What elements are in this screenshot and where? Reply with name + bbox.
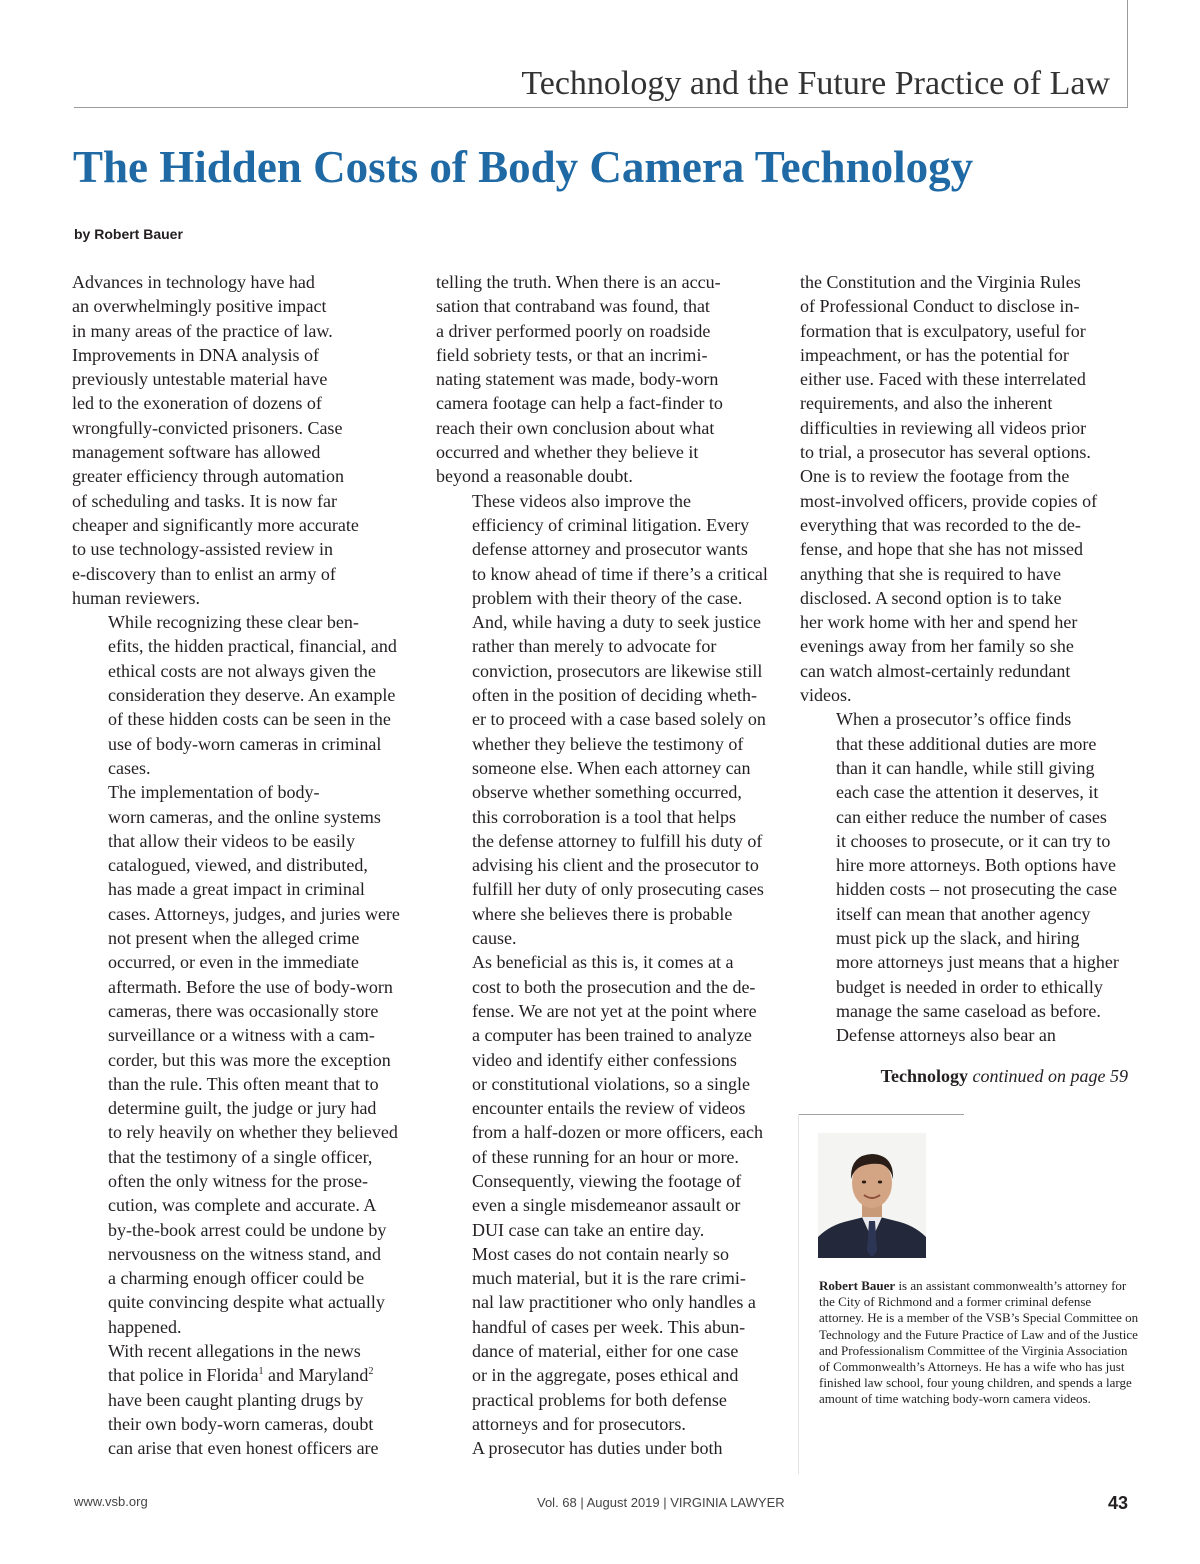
text-line: someone else. When each attorney can xyxy=(472,757,751,778)
text-line: consideration they deserve. An example xyxy=(108,685,396,706)
text-line: the Constitution and the Virginia Rules xyxy=(800,272,1081,292)
text-line: cases. Attorneys, judges, and juries were xyxy=(108,903,400,924)
text-line: defense attorney and prosecutor wants xyxy=(472,539,748,560)
paragraph xyxy=(436,489,772,951)
text-line: problem with their theory of the case. xyxy=(472,587,743,608)
text-line: more attorneys just means that a higher xyxy=(836,952,1119,973)
text-line: where she believes there is probable xyxy=(472,903,733,924)
text-line: conviction, prosecutors are likewise still xyxy=(472,660,763,681)
text-line: occurred, or even in the immediate xyxy=(108,952,359,973)
text-line: attorneys and for prosecutors. xyxy=(472,1413,686,1434)
article-column-2 xyxy=(436,270,772,1461)
text-line: led to the exoneration of dozens of xyxy=(72,393,322,414)
text-line: With recent allegations in the news xyxy=(108,1341,361,1362)
text-line: often in the position of deciding wheth- xyxy=(472,685,757,706)
text-line: occurred and whether they believe it xyxy=(436,442,699,463)
text-line: everything that was recorded to the de- xyxy=(800,514,1081,535)
text-line: that allow their videos to be easily xyxy=(108,830,355,851)
paragraph xyxy=(436,270,772,489)
text-line: difficulties in reviewing all videos prior xyxy=(800,417,1087,438)
text-line: determine guilt, the judge or jury had xyxy=(108,1098,377,1119)
paragraph xyxy=(436,950,772,1242)
text-line: their own body-worn cameras, doubt xyxy=(108,1413,374,1434)
text-line: than the rule. This often meant that to xyxy=(108,1073,379,1094)
paragraph xyxy=(436,1436,772,1460)
text-line: this corroboration is a tool that helps xyxy=(472,806,736,827)
text-line: corder, but this was more the exception xyxy=(108,1049,391,1070)
text-line: greater efficiency through automation xyxy=(72,466,345,487)
paragraph xyxy=(72,780,404,1339)
text-line: that these additional duties are more xyxy=(836,733,1097,754)
paragraph xyxy=(72,610,404,780)
text-line: of these hidden costs can be seen in the xyxy=(108,709,391,730)
text-line: ethical costs are not always given the xyxy=(108,660,376,681)
text-line: that the testimony of a single officer, xyxy=(108,1146,373,1167)
text-line: efficiency of criminal litigation. Every xyxy=(472,514,750,535)
text-line: to trial, a prosecutor has several options. xyxy=(800,442,1091,463)
text-line: videos. xyxy=(800,685,852,706)
text-line: telling the truth. When there is an accu- xyxy=(436,272,721,292)
text-line: e-discovery than to enlist an army of xyxy=(72,563,336,584)
text-line: whether they believe the testimony of xyxy=(472,733,744,754)
text-line: to know ahead of time if there’s a critical xyxy=(472,563,768,584)
header-vertical-rule xyxy=(1127,0,1128,108)
footer-issue: Vol. 68 | August 2019 | VIRGINIA LAWYER xyxy=(537,1495,785,1510)
bio-divider-vertical xyxy=(798,1114,799,1474)
text-line: wrongfully-convicted prisoners. Case xyxy=(72,417,343,438)
text-line: sation that contraband was found, that xyxy=(436,296,710,317)
text-line: Most cases do not contain nearly so xyxy=(472,1243,729,1264)
text-line: er to proceed with a case based solely on xyxy=(472,709,766,730)
text-line: by-the-book arrest could be undone by xyxy=(108,1219,387,1240)
text-line: to use technology-assisted review in xyxy=(72,539,333,560)
text-line: nating statement was made, body-worn xyxy=(436,369,719,390)
text-line: requirements, and also the inherent xyxy=(800,393,1053,414)
text-line: cution, was complete and accurate. A xyxy=(108,1195,377,1216)
bio-author-name: Robert Bauer xyxy=(819,1278,896,1293)
text-line: These videos also improve the xyxy=(472,490,691,511)
text-line: surveillance or a witness with a cam- xyxy=(108,1025,375,1046)
text-line: advising his client and the prosecutor to xyxy=(472,855,759,876)
byline: by Robert Bauer xyxy=(74,226,183,242)
text-line: cost to both the prosecution and the de- xyxy=(472,976,756,997)
text-line: camera footage can help a fact-finder to xyxy=(436,393,723,414)
article-column-1 xyxy=(72,270,404,1461)
text-line: beyond a reasonable doubt. xyxy=(436,466,633,487)
text-line: her work home with her and spend her xyxy=(800,612,1078,633)
text-line: dance of material, either for one case xyxy=(472,1341,739,1362)
text-line: handful of cases per week. This abun- xyxy=(472,1316,746,1337)
author-photo xyxy=(818,1133,926,1258)
text-line: cases. xyxy=(108,757,151,778)
text-line: a computer has been trained to analyze xyxy=(472,1025,752,1046)
text-line: Consequently, viewing the footage of xyxy=(472,1170,742,1191)
text-line: the defense attorney to fulfill his duty of xyxy=(472,830,763,851)
page-number: 43 xyxy=(1107,1493,1128,1513)
text-line: either use. Faced with these interrelated xyxy=(800,369,1086,390)
text-line: efits, the hidden practical, financial, and xyxy=(108,636,397,657)
bio-text: is an assistant commonwealth’s attorney for the City of Richmond and a former criminal defense attorney. He is a member of the VSB’s Special Committee on Technology and the Future Practice of Law and of the Justice and Professionalism Committee of the Virginia Association of Commonwealth’s Attorneys. He has a wife who has just finished law school, four young children, and spends a large amount of time watching body-worn camera videos. xyxy=(819,1278,1139,1407)
footer-website: www.vsb.org xyxy=(74,1494,148,1509)
text-line: fulfill her duty of only prosecuting cases xyxy=(472,879,764,900)
text-line: cameras, there was occasionally store xyxy=(108,1000,379,1021)
text-line: human reviewers. xyxy=(72,587,200,608)
text-line: can either reduce the number of cases xyxy=(836,806,1107,827)
text-line: Defense attorneys also bear an xyxy=(836,1025,1056,1046)
paragraph xyxy=(800,270,1140,707)
text-line: to rely heavily on whether they believed xyxy=(108,1122,398,1143)
text-line: from a half-dozen or more officers, each xyxy=(472,1122,764,1143)
article-title: The Hidden Costs of Body Camera Technology xyxy=(73,142,974,192)
paragraph xyxy=(72,270,404,610)
text-line: When a prosecutor’s office finds xyxy=(836,709,1072,730)
text-line: fense, and hope that she has not missed xyxy=(800,539,1083,560)
text-line: aftermath. Before the use of body-worn xyxy=(108,976,393,997)
text-line: previously untestable material have xyxy=(72,369,328,390)
text-line: formation that is exculpatory, useful for xyxy=(800,320,1086,341)
text-line: fense. We are not yet at the point where xyxy=(472,1000,757,1021)
text-line: often the only witness for the prose- xyxy=(108,1170,368,1191)
text-line: worn cameras, and the online systems xyxy=(108,806,381,827)
text-line: has made a great impact in criminal xyxy=(108,879,365,900)
paragraph xyxy=(800,1023,1140,1047)
text-line: even a single misdemeanor assault or xyxy=(472,1195,741,1216)
text-line: encounter entails the review of videos xyxy=(472,1098,746,1119)
section-title: Technology and the Future Practice of Law xyxy=(521,65,1110,102)
text-line: of these running for an hour or more. xyxy=(472,1146,739,1167)
text-line: One is to review the footage from the xyxy=(800,466,1070,487)
bio-divider xyxy=(798,1114,964,1115)
text-line: that police in Florida$^1$ and Maryland$^2$ xyxy=(108,1365,374,1386)
text-line: video and identify either confessions xyxy=(472,1049,737,1070)
text-line: observe whether something occurred, xyxy=(472,782,742,803)
text-line: While recognizing these clear ben- xyxy=(108,612,359,633)
text-line: rather than merely to advocate for xyxy=(472,636,717,657)
text-line: than it can handle, while still giving xyxy=(836,757,1095,778)
text-line: can watch almost-certainly redundant xyxy=(800,660,1071,681)
text-line: can arise that even honest officers are xyxy=(108,1438,379,1459)
header-horizontal-rule xyxy=(74,107,1128,108)
text-line: disclosed. A second option is to take xyxy=(800,587,1062,608)
text-line: Improvements in DNA analysis of xyxy=(72,344,319,365)
text-line: practical problems for both defense xyxy=(472,1389,727,1410)
text-line: must pick up the slack, and hiring xyxy=(836,928,1080,949)
text-line: a charming enough officer could be xyxy=(108,1268,365,1289)
text-line: Advances in technology have had xyxy=(72,272,315,292)
text-line: much material, but it is the rare crimi- xyxy=(472,1268,746,1289)
text-line: anything that she is required to have xyxy=(800,563,1061,584)
text-line: cheaper and significantly more accurate xyxy=(72,514,359,535)
paragraph xyxy=(72,1339,404,1460)
continued-text: continued on page 59 xyxy=(972,1066,1128,1086)
text-line: catalogued, viewed, and distributed, xyxy=(108,855,368,876)
text-line: manage the same caseload as before. xyxy=(836,1000,1101,1021)
text-line: quite convincing despite what actually xyxy=(108,1292,385,1313)
text-line: not present when the alleged crime xyxy=(108,928,360,949)
text-line: field sobriety tests, or that an incrimi- xyxy=(436,344,708,365)
text-line: management software has allowed xyxy=(72,442,321,463)
author-portrait-image xyxy=(818,1133,926,1258)
text-line: in many areas of the practice of law. xyxy=(72,320,333,341)
author-bio xyxy=(819,1278,1139,1408)
text-line: nal law practitioner who only handles a xyxy=(472,1292,756,1313)
text-line: most-involved officers, provide copies of xyxy=(800,490,1098,511)
text-line: hire more attorneys. Both options have xyxy=(836,855,1116,876)
text-line: of scheduling and tasks. It is now far xyxy=(72,490,337,511)
text-line: or constitutional violations, so a single xyxy=(472,1073,750,1094)
text-line: evenings away from her family so she xyxy=(800,636,1074,657)
text-line: or in the aggregate, poses ethical and xyxy=(472,1365,739,1386)
text-line: As beneficial as this is, it comes at a xyxy=(472,952,734,973)
text-line: use of body-worn cameras in criminal xyxy=(108,733,382,754)
continued-keyword: Technology xyxy=(880,1066,969,1086)
continued-note xyxy=(881,1064,1128,1088)
text-line: itself can mean that another agency xyxy=(836,903,1091,924)
text-line: budget is needed in order to ethically xyxy=(836,976,1103,997)
text-line: each case the attention it deserves, it xyxy=(836,782,1099,803)
text-line: impeachment, or has the potential for xyxy=(800,344,1069,365)
text-line: of Professional Conduct to disclose in- xyxy=(800,296,1080,317)
article-column-3 xyxy=(800,270,1140,1048)
paragraph xyxy=(436,1242,772,1436)
text-line: DUI case can take an entire day. xyxy=(472,1219,705,1240)
paragraph xyxy=(800,707,1140,1023)
text-line: a driver performed poorly on roadside xyxy=(436,320,711,341)
text-line: And, while having a duty to seek justice xyxy=(472,612,761,633)
text-line: have been caught planting drugs by xyxy=(108,1389,364,1410)
text-line: hidden costs – not prosecuting the case xyxy=(836,879,1117,900)
text-line: cause. xyxy=(472,928,517,949)
text-line: reach their own conclusion about what xyxy=(436,417,715,438)
text-line: it chooses to prosecute, or it can try to xyxy=(836,830,1111,851)
text-line: A prosecutor has duties under both xyxy=(472,1438,723,1459)
text-line: an overwhelmingly positive impact xyxy=(72,296,327,317)
text-line: happened. xyxy=(108,1316,182,1337)
text-line: nervousness on the witness stand, and xyxy=(108,1243,381,1264)
text-line: The implementation of body- xyxy=(108,782,320,803)
